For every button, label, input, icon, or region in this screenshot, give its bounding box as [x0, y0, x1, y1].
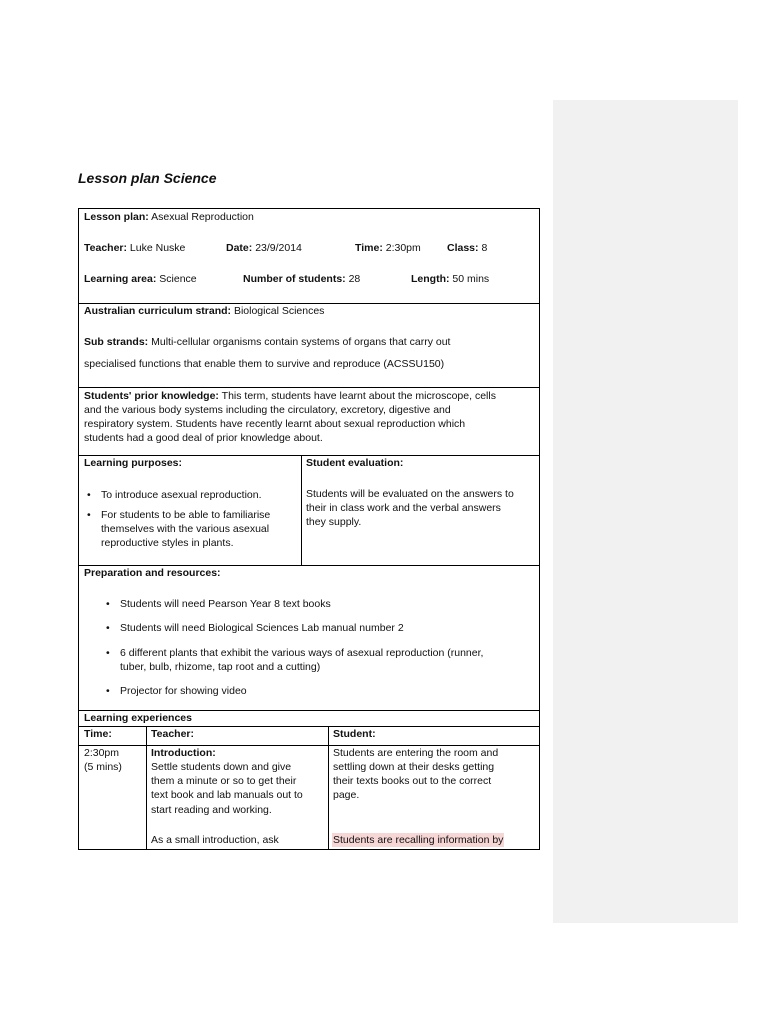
teacher-cell-line3: text book and lab manuals out to [151, 789, 303, 801]
time-cell-line2: (5 mins) [84, 761, 122, 773]
teacher-cell-line4: start reading and working. [151, 804, 272, 816]
length-field: Length: 50 mins [411, 273, 490, 285]
comment-highlight[interactable]: Students are recalling information by [333, 834, 504, 846]
class-field: Class: 8 [447, 242, 488, 254]
student-cell-line1: Students are entering the room and [333, 747, 499, 759]
evaluation-line3: they supply. [306, 516, 362, 528]
teacher-cell-heading: Introduction: [151, 747, 216, 759]
prior-knowledge-line4: students had a good deal of prior knowledge about. [84, 432, 323, 444]
column-divider [301, 456, 302, 565]
learning-purposes-list [101, 488, 270, 550]
resources-section [78, 565, 540, 711]
list-item: • 6 different plants that exhibit the various ways of asexual reproduction (runner, tuber, bulb, rhizome, tap root and a cutting) [120, 646, 483, 674]
prior-knowledge-line2: and the various body systems including the circulatory, excretory, digestive and [84, 404, 451, 416]
list-item: • For students to be able to familiarise themselves with the various asexual reproductive styles in plants. [101, 508, 270, 550]
time-cell-line1: 2:30pm [84, 747, 120, 759]
lesson-header-section [78, 208, 540, 304]
list-item: • Students will need Biological Sciences Lab manual number 2 [120, 621, 483, 635]
prior-knowledge-line1: Students' prior knowledge: This term, students have learnt about the microscope, cells [84, 390, 496, 402]
col-time-header: Time: [84, 728, 112, 740]
learning-purposes-heading: Learning purposes: [84, 457, 183, 469]
curriculum-section [78, 303, 540, 388]
date-field: Date: 23/9/2014 [226, 242, 302, 254]
col-teacher-header: Teacher: [151, 728, 194, 740]
student-cell-line2: settling down at their desks getting [333, 761, 495, 773]
divider [79, 726, 539, 727]
evaluation-line1: Students will be evaluated on the answers to [306, 488, 514, 500]
student-cell-line4: page. [333, 789, 360, 801]
column-divider [328, 726, 329, 849]
learning-area-field: Learning area: Science [84, 273, 197, 285]
sub-strands: Sub strands: Multi-cellular organisms contain systems of organs that carry out [84, 336, 451, 348]
curriculum-strand: Australian curriculum strand: Biological Sciences [84, 305, 325, 317]
col-student-header: Student: [333, 728, 376, 740]
learning-experiences-heading: Learning experiences [84, 712, 192, 724]
list-item: • To introduce asexual reproduction. [101, 488, 270, 502]
learning-experiences-section [78, 710, 540, 850]
num-students-field: Number of students: 28 [243, 273, 361, 285]
sub-strands-line2: specialised functions that enable them to survive and reproduce (ACSSU150) [84, 358, 445, 370]
list-item: • Projector for showing video [120, 684, 483, 698]
time-field: Time: 2:30pm [355, 242, 421, 254]
lesson-plan-row: Lesson plan: Asexual Reproduction [84, 211, 254, 223]
teacher-cell-line1: Settle students down and give [151, 761, 292, 773]
teacher-field: Teacher: Luke Nuske [84, 242, 186, 254]
prior-knowledge-line3: respiratory system. Students have recently learnt about sexual reproduction which [84, 418, 466, 430]
document-title: Lesson plan Science [78, 170, 217, 186]
teacher-cell-line5: As a small introduction, ask [151, 834, 279, 846]
resources-list [120, 597, 483, 698]
resources-heading: Preparation and resources: [84, 567, 221, 579]
prior-knowledge-section [78, 387, 540, 456]
comment-margin-pane [553, 100, 738, 923]
teacher-cell-line2: them a minute or so to get their [151, 775, 297, 787]
evaluation-line2: their in class work and the verbal answers [306, 502, 501, 514]
list-item: • Students will need Pearson Year 8 text books [120, 597, 483, 611]
column-divider [146, 726, 147, 849]
student-cell-line3: their texts books out to the correct [333, 775, 492, 787]
purposes-evaluation-section [78, 455, 540, 566]
student-evaluation-heading: Student evaluation: [306, 457, 404, 469]
